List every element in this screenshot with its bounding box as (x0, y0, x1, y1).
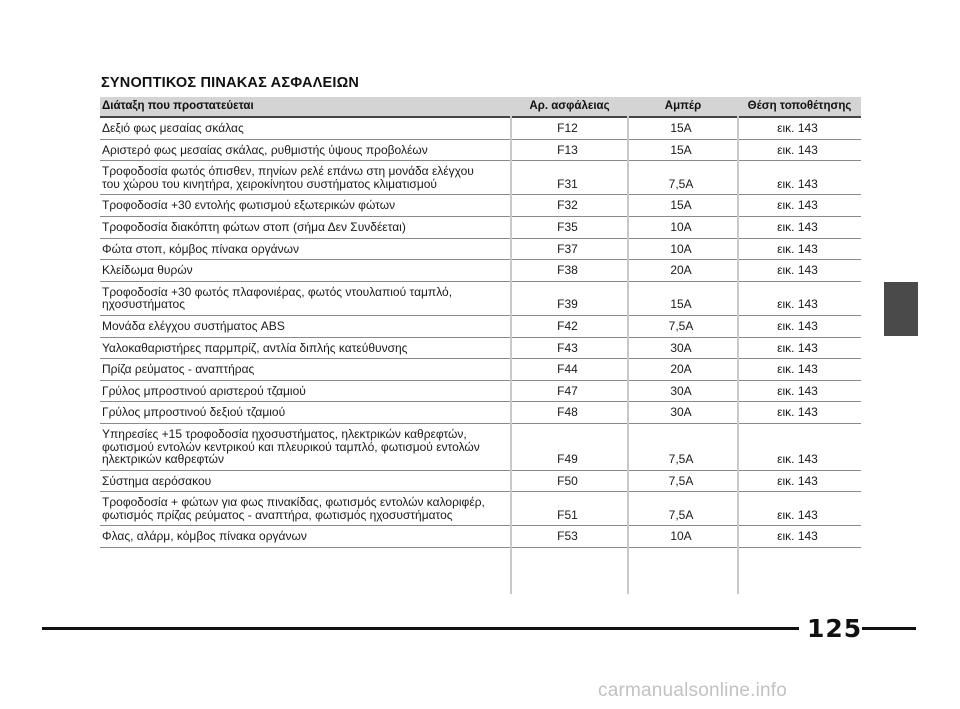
cell-amperes: 7,5A (628, 161, 738, 195)
footer-rule (862, 627, 916, 630)
cell-amperes: 30A (628, 402, 738, 424)
cell-protected-device: Τροφοδοσία +30 εντολής φωτισμού εξωτερικών φώτων (100, 195, 511, 217)
cell-protected-device: Πρίζα ρεύματος - αναπτήρας (100, 359, 511, 381)
column-separator (737, 116, 739, 594)
page-number: 125 (807, 614, 863, 643)
cell-amperes: 15A (628, 117, 738, 139)
cell-fuse-number: F13 (511, 139, 628, 161)
cell-fuse-number: F32 (511, 195, 628, 217)
watermark: carmanualsonline.info (598, 680, 788, 701)
footer-rule (42, 627, 799, 630)
cell-location: εικ. 143 (738, 402, 861, 424)
cell-fuse-number: F51 (511, 492, 628, 526)
cell-fuse-number: F50 (511, 470, 628, 492)
cell-amperes: 7,5A (628, 315, 738, 337)
cell-protected-device: Φλας, αλάρμ, κόμβος πίνακα οργάνων (100, 526, 511, 548)
table-row (100, 337, 861, 359)
cell-amperes: 30A (628, 380, 738, 402)
page-title: ΣΥΝΟΠΤΙΚΟΣ ΠΙΝΑΚΑΣ ΑΣΦΑΛΕΙΩΝ (101, 75, 360, 91)
table-row (100, 260, 861, 282)
fuse-table (100, 97, 861, 548)
cell-location: εικ. 143 (738, 380, 861, 402)
cell-protected-device: Γρύλος μπροστινού δεξιού τζαμιού (100, 402, 511, 424)
table-row (100, 216, 861, 238)
cell-location: εικ. 143 (738, 526, 861, 548)
table-row (100, 139, 861, 161)
cell-location: εικ. 143 (738, 423, 861, 470)
cell-location: εικ. 143 (738, 260, 861, 282)
cell-amperes: 15A (628, 139, 738, 161)
cell-amperes: 10A (628, 216, 738, 238)
cell-location: εικ. 143 (738, 238, 861, 260)
table-header-row (100, 97, 861, 117)
column-separator (627, 116, 629, 594)
header-location: Θέση τοποθέτησης (738, 97, 861, 117)
cell-protected-device: Γρύλος μπροστινού αριστερού τζαμιού (100, 380, 511, 402)
cell-amperes: 7,5A (628, 492, 738, 526)
cell-fuse-number: F12 (511, 117, 628, 139)
cell-location: εικ. 143 (738, 281, 861, 315)
cell-protected-device: Κλείδωμα θυρών (100, 260, 511, 282)
cell-fuse-number: F37 (511, 238, 628, 260)
cell-protected-device: Σύστημα αερόσακου (100, 470, 511, 492)
cell-amperes: 10A (628, 238, 738, 260)
cell-fuse-number: F42 (511, 315, 628, 337)
cell-fuse-number: F39 (511, 281, 628, 315)
header-protected-device: Διάταξη που προστατεύεται (100, 97, 511, 117)
table-row (100, 238, 861, 260)
table-row (100, 402, 861, 424)
cell-protected-device: Δεξιό φως μεσαίας σκάλας (100, 117, 511, 139)
cell-protected-device: Τροφοδοσία +30 φωτός πλαφονιέρας, φωτός ντουλαπιού ταμπλό, ηχοσυστήματος (100, 281, 511, 315)
cell-fuse-number: F48 (511, 402, 628, 424)
table-row (100, 423, 861, 470)
cell-location: εικ. 143 (738, 470, 861, 492)
cell-fuse-number: F47 (511, 380, 628, 402)
table-row (100, 492, 861, 526)
table-row (100, 470, 861, 492)
cell-location: εικ. 143 (738, 216, 861, 238)
cell-protected-device: Τροφοδοσία διακόπτη φώτων στοπ (σήμα Δεν Συνδέεται) (100, 216, 511, 238)
cell-protected-device: Μονάδα ελέγχου συστήματος ABS (100, 315, 511, 337)
cell-location: εικ. 143 (738, 359, 861, 381)
cell-location: εικ. 143 (738, 195, 861, 217)
cell-fuse-number: F44 (511, 359, 628, 381)
cell-fuse-number: F49 (511, 423, 628, 470)
cell-fuse-number: F38 (511, 260, 628, 282)
cell-amperes: 30A (628, 337, 738, 359)
cell-amperes: 7,5A (628, 423, 738, 470)
table-row (100, 195, 861, 217)
cell-amperes: 7,5A (628, 470, 738, 492)
cell-amperes: 20A (628, 359, 738, 381)
cell-location: εικ. 143 (738, 492, 861, 526)
cell-protected-device: Υαλοκαθαριστήρες παρμπρίζ, αντλία διπλής κατεύθυνσης (100, 337, 511, 359)
table-row (100, 526, 861, 548)
column-separator (510, 116, 512, 594)
cell-fuse-number: F35 (511, 216, 628, 238)
cell-fuse-number: F53 (511, 526, 628, 548)
header-fuse-number: Αρ. ασφάλειας (511, 97, 628, 117)
table-row (100, 117, 861, 139)
cell-protected-device: Τροφοδοσία φωτός όπισθεν, πηνίων ρελέ επάνω στη μονάδα ελέγχου του χώρου του κινητήρα, χειροκίνητου συστήματος κλιματισμού (100, 161, 511, 195)
cell-amperes: 20A (628, 260, 738, 282)
cell-amperes: 15A (628, 195, 738, 217)
cell-location: εικ. 143 (738, 161, 861, 195)
cell-amperes: 15A (628, 281, 738, 315)
cell-protected-device: Φώτα στοπ, κόμβος πίνακα οργάνων (100, 238, 511, 260)
cell-amperes: 10A (628, 526, 738, 548)
cell-protected-device: Αριστερό φως μεσαίας σκάλας, ρυθμιστής ύψους προβολέων (100, 139, 511, 161)
cell-location: εικ. 143 (738, 117, 861, 139)
cell-fuse-number: F43 (511, 337, 628, 359)
section-tab-marker (884, 282, 918, 336)
table-row (100, 281, 861, 315)
cell-fuse-number: F31 (511, 161, 628, 195)
header-amperes: Αμπέρ (628, 97, 738, 117)
table-row (100, 315, 861, 337)
cell-location: εικ. 143 (738, 139, 861, 161)
cell-protected-device: Υπηρεσίες +15 τροφοδοσία ηχοσυστήματος, ηλεκτρικών καθρεφτών, φωτισμού εντολών κεντρικού και πλευρικού ταμπλό, φωτισμού εντολών ηλεκτρικών καθρεφτών (100, 423, 511, 470)
table-row (100, 380, 861, 402)
table-row (100, 161, 861, 195)
cell-location: εικ. 143 (738, 337, 861, 359)
cell-protected-device: Τροφοδοσία + φώτων για φως πινακίδας, φωτισμός εντολών καλοριφέρ, φωτισμός πρίζας ρεύματος - αναπτήρα, φωτισμός ηχοσυστήματος (100, 492, 511, 526)
cell-location: εικ. 143 (738, 315, 861, 337)
table-row (100, 359, 861, 381)
